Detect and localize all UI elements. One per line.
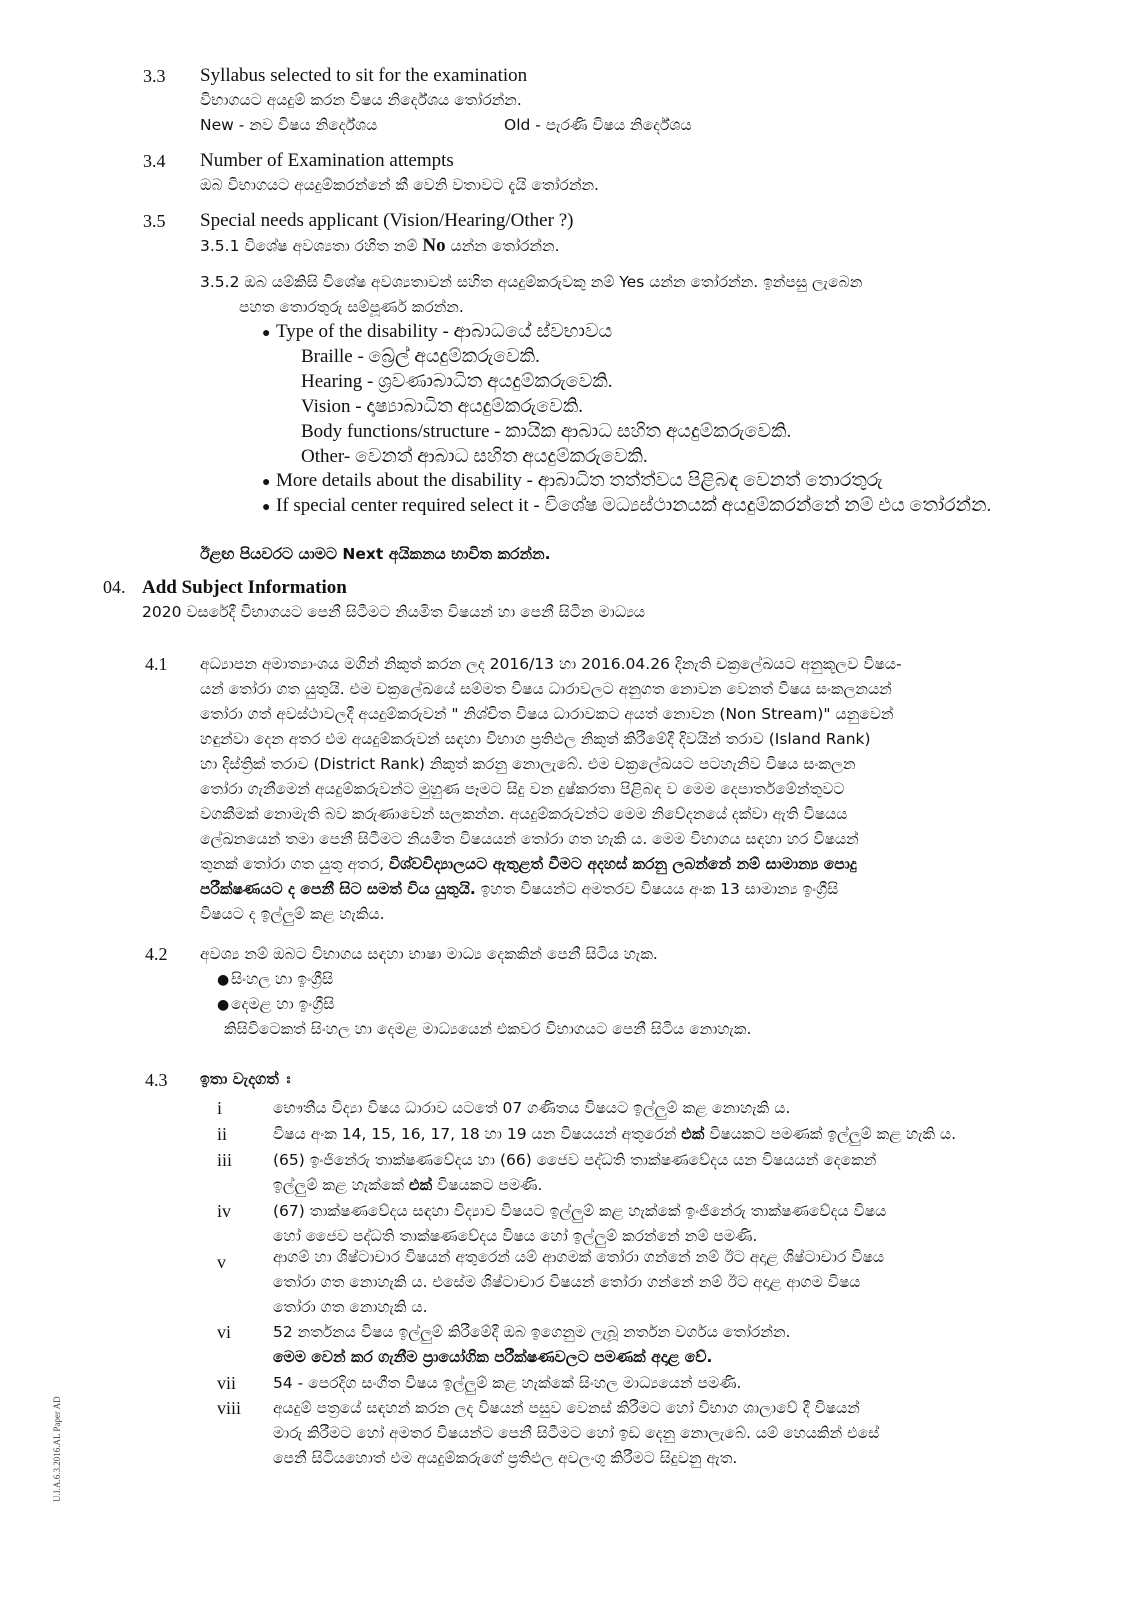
- section-title: Number of Examination attempts: [200, 150, 454, 171]
- item-label: v: [217, 1252, 226, 1272]
- paragraph-line: ලේඛනයෙන් තමා පෙනී සිටීමට නියමිත විෂයයන් තෝරා ගත හැකි ය. මෙම විභාගය සඳහා හර විෂයන්: [200, 830, 859, 848]
- subsection-3-5-2-line1: 3.5.2 ඔබ යම්කිසි විශේෂ අවශ්‍යතාවන් සහිත අයදුම්කරුවකු නම් Yes යන්න තෝරන්න. ඉන්පසු ලැබෙන: [200, 273, 863, 291]
- emphasis-text: පරීක්ෂණයට ද පෙනී සිට සමත් විය යුතුයි.: [200, 880, 476, 898]
- item-label: viii: [217, 1398, 242, 1418]
- bullet-more-details: ● More details about the disability - ආබාධිත තත්ත්වය පිළිබඳ වෙනත් තොරතුරු: [262, 468, 883, 495]
- item-text: භෞතීය විද්‍යා විෂය ධාරාව යටතේ 07 ගණිතය විෂයට ඉල්ලුම් කළ නොහැකි ය.: [273, 1099, 791, 1117]
- bullet-icon: ●: [217, 972, 230, 988]
- disability-type-other: Other- වෙනත් ආබාධ සහිත අයදුම්කරුවෙකි.: [301, 446, 648, 467]
- item-label: vii: [217, 1373, 237, 1393]
- bullet-icon: ●: [262, 326, 271, 341]
- item-label: i: [217, 1098, 223, 1118]
- section-number: 4.3: [145, 1070, 168, 1090]
- sinhala-instruction: විභාගයට අයදුම් කරන විෂය නිර්දේශය තෝරන්න.: [200, 91, 522, 109]
- section-number: 4.2: [145, 944, 168, 964]
- item-label: ii: [217, 1124, 228, 1144]
- paragraph-line: විෂයට ද ඉල්ලුම් කළ හැකිය.: [200, 905, 385, 923]
- item-text: මාරු කිරීමට හෝ අමතර විෂයන්ට පෙනී සිටීමට හෝ ඉඩ දෙනු නොලැබේ. යම් හෙයකින් එසේ: [273, 1424, 880, 1442]
- paragraph-line: තෝරා ගැනීමෙන් අයදුම්කරුවන්ට මුහුණ පෑමට සිදු වන දුෂ්කරතා පිළිබඳ ව මෙම දෙපාර්තමේන්තුවට: [200, 780, 845, 798]
- section-subtitle: 2020 වසරේදී විභාගයට පෙනී සිටීමට නියමිත විෂයන් හා පෙනී සිටින මාධ්‍යය: [142, 603, 646, 621]
- item-text: 52 නර්තනය විෂය ඉල්ලුම් කිරීමේදී ඔබ ඉගෙනුම ලැබූ නර්තන වර්ගය තෝරන්න.: [273, 1323, 791, 1341]
- item-text: (65) ඉංජිනේරු තාක්ෂණවේදය හා (66) ජෛව පද්ධති තාක්ෂණවේදය යන විෂයයන් දෙකෙන්: [273, 1151, 877, 1169]
- paragraph-line: අවශ්‍ය නම් ඔබට විභාගය සඳහා භාෂා මාධ්‍ය දෙකකින් පෙනී සිටිය හැක.: [200, 945, 658, 963]
- section-title: Special needs applicant (Vision/Hearing/Other ?): [200, 210, 574, 231]
- bullet-special-center: ● If special center required select it - විශේෂ මධ්‍යස්ථානයක් අයදුම්කරන්නේ නම් එය තෝරන්න.: [262, 493, 991, 520]
- item-text-emphasis: මෙම වෙන් කර ගැනීම ප්‍රායෝගික පරීක්ෂණවලට පමණක් අදාළ වේ.: [273, 1348, 713, 1366]
- section-number: 3.3: [143, 66, 166, 86]
- item-text: තෝරා ගත නොහැකි ය. එසේම ශිෂ්ටාචාර විෂයන් තෝරා ගන්නේ නම් ඊට අදාළ ආගම විෂය: [273, 1273, 861, 1291]
- paragraph-line: අධ්‍යාපන අමාත්‍යාංශය මගින් නිකුත් කරන ලද 2016/13 හා 2016.04.26 දිනැති චක්‍රලේඛයට අනුකූලව විෂය-: [200, 655, 902, 673]
- bullet-icon: ●: [262, 475, 271, 490]
- item-text: පෙනී සිටියහොත් එම අයදුම්කරුගේ ප්‍රතිඵල අවලංගු කිරීමට සිදුවනු ඇත.: [273, 1449, 738, 1467]
- item-text: තෝරා ගත නොහැකි ය.: [273, 1298, 428, 1316]
- disability-type-braille: Braille - බ්‍රේල් අයදුම්කරුවෙකි.: [301, 346, 540, 367]
- next-step-note: ඊළඟ පියවරට යාමට Next අයිකනය භාවිත කරන්න.: [200, 545, 551, 563]
- disability-type-hearing: Hearing - ශ්‍රවණාබාධිත අයදුම්කරුවෙකි.: [301, 371, 613, 392]
- item-label: iv: [217, 1201, 232, 1221]
- paragraph-line: හා දිස්ත්‍රික් තරාව (District Rank) නිකුත් කරනු නොලැබේ. එම චක්‍රලේඛයට පටහැනිව විෂය සංකලන: [200, 755, 856, 773]
- medium-note: කිසිවිටෙකත් සිංහල හා දෙමළ මාධ්‍යයෙන් එකවර විභාගයට පෙනී සිටිය නොහැක.: [224, 1020, 752, 1038]
- section-number: 04.: [103, 577, 126, 597]
- medium-option: ● සිංහල හා ඉංග්‍රීසි: [217, 967, 333, 993]
- item-text: (67) තාක්ෂණවේදය සඳහා විද්‍යාව විෂයට ඉල්ලුම් කළ හැක්කේ ඉංජිනේරු තාක්ෂණවේදය විෂය: [273, 1202, 887, 1220]
- bullet-type-of-disability: ● Type of the disability - ආබාධයේ ස්වභාවය: [262, 319, 612, 346]
- item-label: vi: [217, 1322, 232, 1342]
- emphasis-text: විශ්වවිද්‍යාලයට ඇතුළත් වීමට අදහස් කරනු ලබන්නේ නම් සාමාන්‍ය පොදු: [388, 855, 857, 873]
- paragraph-line: හඳුන්වා දෙන අතර එම අයදුම්කරුවන් සඳහා විභාග ප්‍රතිඵල නිකුත් කිරීමේදී දිවයින් තරාව (Island Rank): [200, 730, 871, 748]
- paragraph-line: වගකීමක් නොමැති බව කරුණාවෙන් සලකන්න. අයදුම්කරුවන්ට මෙම නිවේදනයේ දක්වා ඇති විෂයය: [200, 805, 848, 823]
- section-number: 4.1: [145, 654, 168, 674]
- option-old: Old - පැරණි විෂය නිර්දේශය: [504, 116, 692, 134]
- item-text: විෂය අංක 14, 15, 16, 17, 18 හා 19 යන විෂයයන් අතුරෙන් එක් විෂයකට පමණක් ඉල්ලුම් කළ හැකි ය.: [273, 1125, 957, 1143]
- item-text: හෝ ජෛව පද්ධති තාක්ෂණවේදය විෂය හෝ ඉල්ලුම් කරන්නේ නම් පමණි.: [273, 1227, 758, 1245]
- document-code: U.I.A.6.3.2016.AL Paper AD: [52, 1396, 62, 1502]
- sinhala-instruction: ඔබ විභාගයට අයදුම්කරන්නේ කී වෙනි වතාවට දැයි තෝරන්න.: [200, 176, 599, 194]
- item-text: අයදුම් පත්‍රයේ සඳහන් කරන ලද විෂයන් පසුව වෙනස් කිරීමට හෝ විභාග ශාලාවේ දී විෂයන්: [273, 1399, 860, 1417]
- section-title: Syllabus selected to sit for the examination: [200, 65, 528, 86]
- option-new: New - නව විෂය නිර්දේශය: [200, 116, 378, 134]
- emphasis-text: එක්: [681, 1125, 705, 1143]
- item-text: ඉල්ලුම් කළ හැක්කේ එක් විෂයකට පමණි.: [273, 1176, 543, 1194]
- section-number: 3.4: [143, 151, 166, 171]
- medium-option: ● දෙමළ හා ඉංග්‍රීසි: [217, 992, 334, 1018]
- paragraph-line: පරීක්ෂණයට ද පෙනී සිට සමත් විය යුතුයි. ඉහත විෂයන්ට අමතරව විෂයය අංක 13 සාමාන්‍ය ඉංග්‍රීසි: [200, 880, 839, 898]
- section-number: 3.5: [143, 211, 166, 231]
- subsection-3-5-2-line2: පහත තොරතුරු සම්පූර්ණ කරන්න.: [239, 298, 464, 316]
- item-label: iii: [217, 1150, 233, 1170]
- paragraph-line: තුනක් තෝරා ගත යුතු අතර, විශ්වවිද්‍යාලයට ඇතුළත් වීමට අදහස් කරනු ලබන්නේ නම් සාමාන්‍ය පොදු: [200, 855, 857, 873]
- bullet-icon: ●: [262, 500, 271, 515]
- paragraph-line: තෝරා ගත් අවස්ථාවලදී අයදුම්කරුවන් " නිශ්චිත විෂය ධාරාවකට අයත් නොවන (Non Stream)" යනුවෙන්: [200, 705, 894, 723]
- section-title: Add Subject Information: [142, 577, 347, 598]
- item-text: ආගම් හා ශිෂ්ටාචාර විෂයන් අතුරෙන් යම් ආගමක් තෝරා ගන්නේ නම් ඊට අදාළ ශිෂ්ටාචාර විෂය: [273, 1248, 885, 1266]
- bullet-icon: ●: [217, 997, 230, 1013]
- important-heading: ඉතා වැදගත් ඃ: [200, 1070, 291, 1088]
- item-text: 54 - පෙරදිග සංගීත විෂය ඉල්ලුම් කළ හැක්කේ සිංහල මාධ්‍යයෙන් පමණි.: [273, 1374, 742, 1392]
- disability-type-body: Body functions/structure - කායික ආබාධ සහිත අයදුම්කරුවෙකි.: [301, 421, 792, 442]
- disability-type-vision: Vision - දෘෂ්‍යාබාධිත අයදුම්කරුවෙකි.: [301, 396, 583, 417]
- subsection-3-5-1: 3.5.1 විශේෂ අවශ්‍යතා රහිත නම් No යන්න තෝරන්න.: [200, 235, 560, 256]
- paragraph-line: යන් තෝරා ගත යුතුයි. එම චක්‍රලේඛයේ සම්මත විෂය ධාරාවලට අනුගත නොවන වෙනත් විෂය සංකලනයන්: [200, 680, 892, 698]
- emphasis-text: එක්: [408, 1176, 433, 1194]
